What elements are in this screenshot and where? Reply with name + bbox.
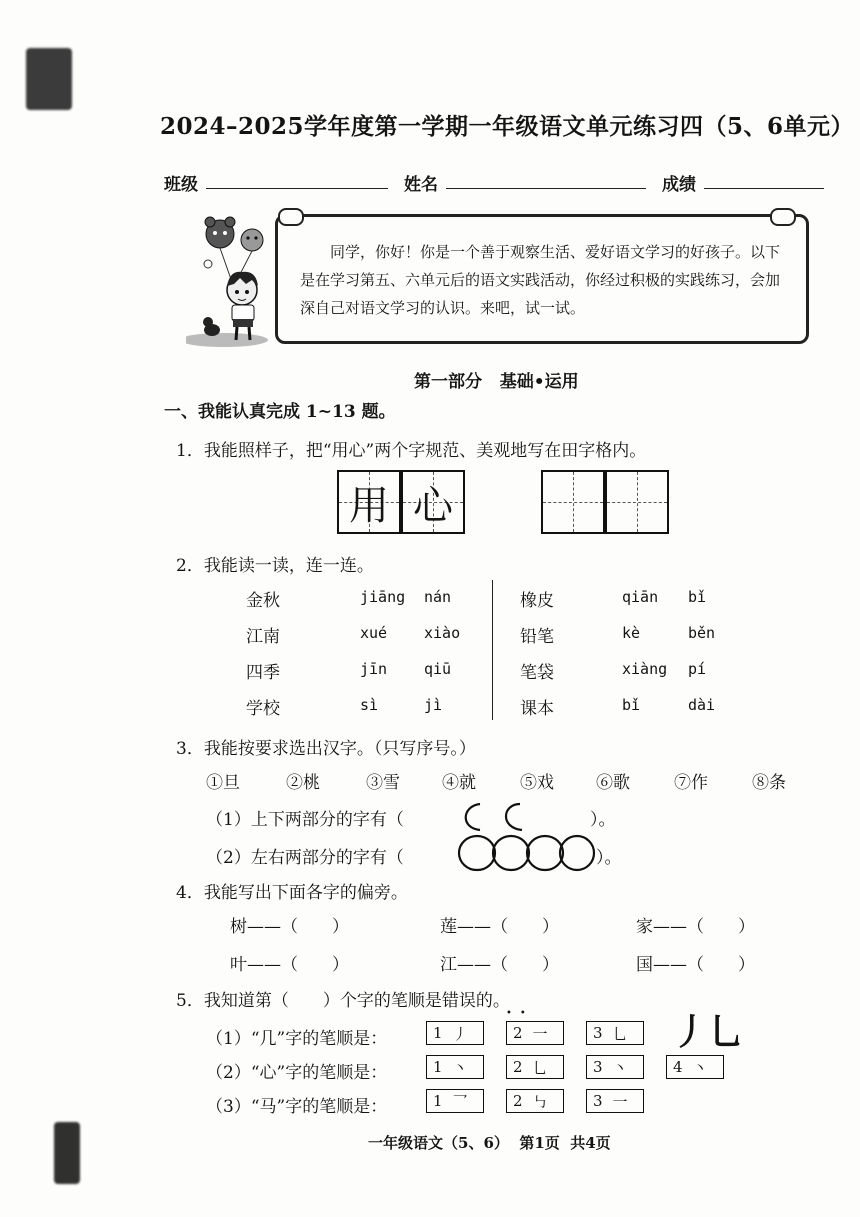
stroke-glyph: 一 [612,1092,628,1111]
word-left-4[interactable]: 学校 [246,699,280,719]
pinyin-right-1a[interactable]: qiān [622,588,659,606]
radical-item-2[interactable]: 莲——（ ） [440,917,559,937]
radical-item-6[interactable]: 国——（ ） [636,955,755,975]
pinyin-left-1b[interactable]: nán [424,588,452,606]
option-3: ③雪 [366,773,400,793]
pinyin-left-3b[interactable]: qiū [424,660,452,678]
word-right-4[interactable]: 课本 [520,699,554,719]
pinyin-left-1a[interactable]: jiāng [360,588,406,606]
tianzige-blank-1[interactable] [541,470,605,534]
pinyin-right-3a[interactable]: xiàng [622,660,668,678]
option-2: ②桃 [286,773,320,793]
option-7: ⑦作 [674,773,708,793]
page-footer: 一年级语文（5、6） 第1页 共4页 [368,1134,611,1152]
stroke-glyph: 乚 [532,1058,548,1077]
page-title: 2024–2025学年度第一学期一年级语文单元练习四（5、6单元） [160,113,855,140]
stroke-row-2-label: （2）“心”字的笔顺是： [206,1063,388,1083]
word-right-2[interactable]: 铅笔 [520,627,554,647]
option-6: ⑥歌 [596,773,630,793]
tianzige-example-1 [337,470,401,534]
stroke-glyph: 丿 [452,1024,468,1043]
stroke-box-2-2[interactable] [506,1055,564,1079]
word-left-3[interactable]: 四季 [246,663,280,683]
pinyin-right-2a[interactable]: kè [622,624,641,642]
pinyin-left-4b[interactable]: jì [424,696,443,714]
stroke-row-1-label: （1）“几”字的笔顺是： [206,1029,388,1049]
tianzige-example-2 [401,470,465,534]
stroke-glyph: 丶 [452,1058,468,1077]
example-char-yong: 用 [349,482,389,529]
stroke-box-1-2[interactable] [506,1021,564,1045]
question-5: 5．我知道第（ ）个字的笔顺是错误的。 [176,991,510,1011]
stroke-num: 1 [433,1024,443,1042]
score-label: 成绩 [662,175,696,195]
handwritten-answer: 丿乚 [672,1012,745,1053]
handwritten-circles [450,796,600,872]
radical-item-1[interactable]: 树——（ ） [230,917,349,937]
intro-text: 同学，你好！你是一个善于观察生活、爱好语文学习的好孩子。以下是在学习第五、六单元后的语文实践活动，你经过积极的实践练习，会加深自己对语文学习的认识。来吧，试一试。 [300,243,781,317]
stroke-num: 2 [513,1092,523,1110]
stroke-box-1-3[interactable] [586,1021,644,1045]
question-4: 4．我能写出下面各字的偏旁。 [176,883,408,903]
stroke-num: 2 [513,1058,523,1076]
question-3: 3．我能按要求选出汉字。（只写序号。） [176,739,476,759]
question-3-sub-2-close: ）。 [596,848,622,868]
part-one-heading: 一、我能认真完成 1~13 题。 [164,402,396,422]
question-1: 1．我能照样子，把“用心”两个字规范、美观地写在田字格内。 [176,441,647,461]
stroke-num: 3 [593,1092,603,1110]
class-label: 班级 [164,175,198,195]
score-field[interactable] [704,170,824,189]
stroke-box-2-1[interactable] [426,1055,484,1079]
stroke-glyph: 一 [532,1024,548,1043]
pinyin-left-2a[interactable]: xué [360,624,388,642]
stroke-num: 3 [593,1024,603,1042]
stroke-glyph: ㇉ [532,1092,548,1111]
pinyin-left-4a[interactable]: sì [360,696,379,714]
pinyin-right-3b[interactable]: pí [688,660,707,678]
pinyin-right-1b[interactable]: bǐ [688,588,707,606]
question-3-sub-1: （1）上下两部分的字有（ [206,810,404,830]
stroke-num: 2 [513,1024,523,1042]
emphasis-dots: •• [506,1008,534,1019]
radical-item-3[interactable]: 家——（ ） [636,917,755,937]
pinyin-left-3a[interactable]: jīn [360,660,388,678]
stroke-box-1-1[interactable] [426,1021,484,1045]
word-left-2[interactable]: 江南 [246,627,280,647]
option-5: ⑤戏 [520,773,554,793]
scan-smudge-bottom [54,1122,80,1184]
stroke-num: 1 [433,1092,443,1110]
tianzige-blank-2[interactable] [605,470,669,534]
word-left-1[interactable]: 金秋 [246,591,280,611]
stroke-box-2-4[interactable] [666,1055,724,1079]
stroke-glyph: 乚 [612,1024,628,1043]
stroke-num: 1 [433,1058,443,1076]
stroke-num: 3 [593,1058,603,1076]
radical-item-4[interactable]: 叶——（ ） [230,955,349,975]
stroke-box-2-3[interactable] [586,1055,644,1079]
stroke-box-3-1[interactable] [426,1089,484,1113]
question-3-sub-2: （2）左右两部分的字有（ [206,848,404,868]
word-right-3[interactable]: 笔袋 [520,663,554,683]
match-divider [492,580,493,720]
stroke-glyph: 乛 [452,1092,468,1111]
word-right-1[interactable]: 橡皮 [520,591,554,611]
pinyin-right-4a[interactable]: bǐ [622,696,641,714]
stroke-row-3-label: （3）“马”字的笔顺是： [206,1097,388,1117]
scan-smudge-top [26,48,72,110]
option-4: ④就 [442,773,476,793]
pinyin-right-2b[interactable]: běn [688,624,716,642]
option-1: ①旦 [206,773,240,793]
example-char-xin: 心 [413,482,453,529]
boy-with-balloons-illustration [186,212,276,348]
option-8: ⑧条 [752,773,786,793]
pinyin-left-2b[interactable]: xiào [424,624,461,642]
stroke-glyph: 丶 [692,1058,708,1077]
stroke-box-3-2[interactable] [506,1089,564,1113]
scroll-curl-left [278,208,304,226]
name-label: 姓名 [404,175,438,195]
stroke-box-3-3[interactable] [586,1089,644,1113]
question-3-sub-1-close: ）。 [590,810,616,830]
class-field[interactable] [206,170,388,189]
question-2: 2．我能读一读，连一连。 [176,556,374,576]
stroke-num: 4 [673,1058,683,1076]
name-field[interactable] [446,170,646,189]
stroke-glyph: 丶 [612,1058,628,1077]
scroll-curl-right [770,208,796,226]
radical-item-5[interactable]: 江——（ ） [440,955,559,975]
section-heading: 第一部分 基础•运用 [414,372,579,392]
pinyin-right-4b[interactable]: dài [688,696,716,714]
